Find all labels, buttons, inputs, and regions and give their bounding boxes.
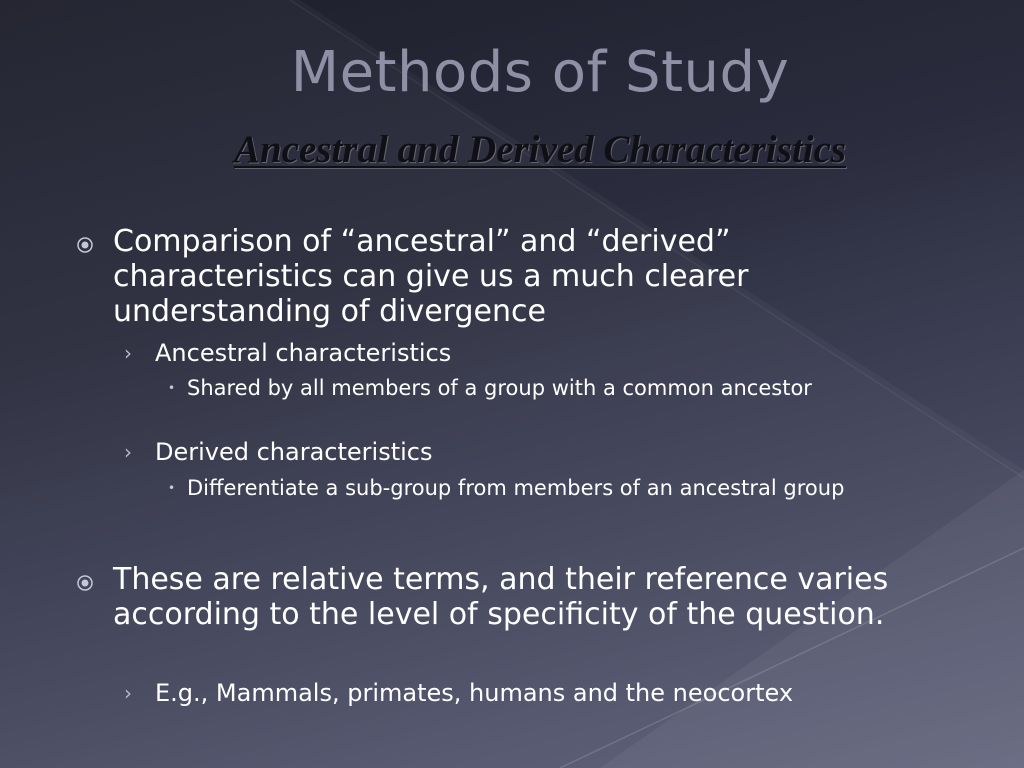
page-subtitle: Ancestral and Derived Characteristics bbox=[233, 128, 847, 171]
sub-sub-bullet-text: Shared by all members of a group with a common ancestor bbox=[187, 376, 812, 400]
page-title: Methods of Study bbox=[290, 40, 790, 105]
chevron-right-icon: › bbox=[124, 341, 132, 365]
chevron-right-icon: › bbox=[124, 440, 132, 464]
circled-dot-icon bbox=[76, 574, 94, 592]
sub-bullet-text: E.g., Mammals, primates, humans and the neocortex bbox=[155, 679, 794, 707]
chevron-right-icon: › bbox=[124, 681, 132, 705]
bullet-text: Comparison of “ancestral” and “derived” characteristics can give us a much clearer understanding of divergence bbox=[113, 224, 749, 329]
small-dot-icon: • bbox=[168, 481, 176, 495]
circled-dot-icon bbox=[76, 236, 94, 254]
small-dot-icon: • bbox=[168, 381, 176, 395]
sub-bullet-text: Ancestral characteristics bbox=[155, 339, 452, 367]
sub-bullet-text: Derived characteristics bbox=[155, 438, 433, 466]
sub-sub-bullet-text: Differentiate a sub-group from members of an ancestral group bbox=[187, 476, 845, 500]
bullet-text: These are relative terms, and their reference varies according to the level of specificity of the question. bbox=[113, 562, 889, 632]
